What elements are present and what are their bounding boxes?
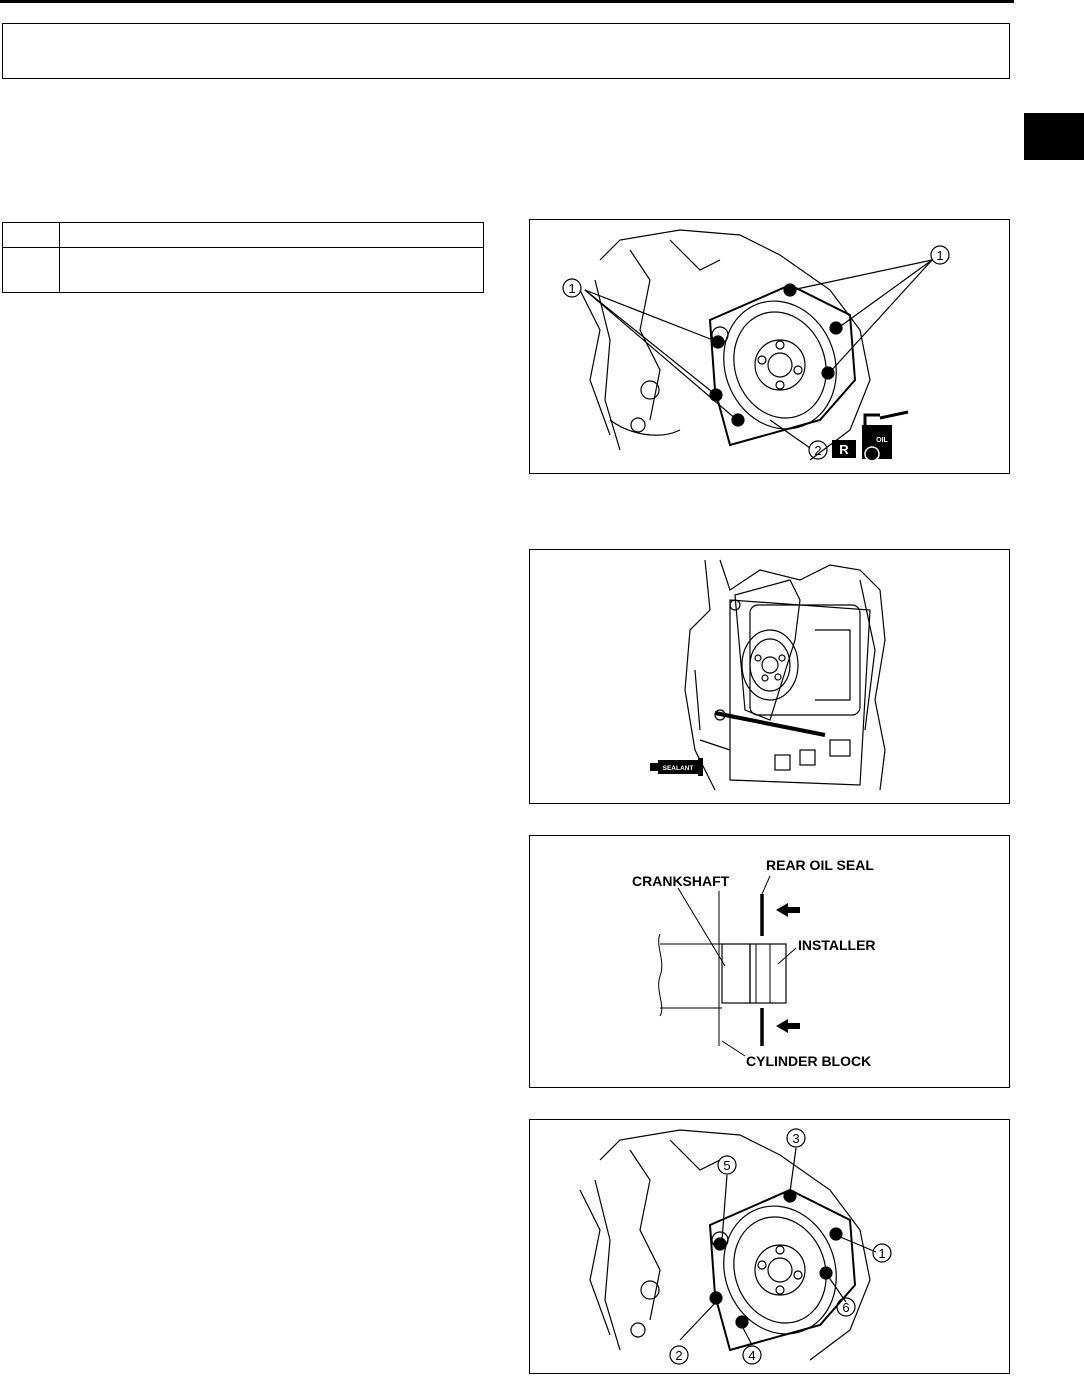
figure-sealant-application (529, 549, 1010, 804)
order-callout-4: 4 (748, 1348, 756, 1363)
replace-badge-label: R (839, 442, 849, 457)
oil-seal-diagram (530, 836, 1010, 1088)
oil-can-icon (862, 412, 908, 461)
sealant-label: SEALANT (662, 765, 694, 772)
order-callout-6: 6 (842, 1300, 850, 1315)
rear-cover-illustration (530, 220, 1010, 474)
table-cell (60, 248, 484, 293)
sealant-illustration (530, 550, 1010, 804)
sealant-tube-icon (650, 758, 703, 776)
arrow-left-icon (776, 1019, 800, 1033)
tightening-order-illustration (530, 1120, 1010, 1374)
cylinder-block-label: CYLINDER BLOCK (746, 1053, 872, 1069)
parts-table (2, 222, 484, 293)
section-index-tab (1024, 113, 1084, 160)
installer-label: INSTALLER (798, 937, 876, 953)
crankshaft-label: CRANKSHAFT (632, 873, 730, 889)
table-cell (3, 248, 60, 293)
callout-2: 2 (814, 443, 822, 458)
figure-oil-seal-installer (529, 835, 1010, 1088)
order-callout-5: 5 (723, 1158, 731, 1173)
oil-label: OIL (876, 437, 888, 444)
arrow-left-icon (776, 903, 800, 917)
table-row (3, 223, 484, 248)
table-cell (3, 223, 60, 248)
callout-1-left: 1 (568, 281, 576, 296)
page-top-rule (0, 0, 1014, 3)
table-cell (60, 223, 484, 248)
order-callout-1: 1 (878, 1246, 886, 1261)
figure-tightening-order (529, 1119, 1010, 1374)
section-header-box (2, 23, 1010, 79)
table-row (3, 248, 484, 293)
figure-rear-cover-removal (529, 219, 1010, 474)
order-callout-3: 3 (792, 1131, 800, 1146)
rear-oil-seal-label: REAR OIL SEAL (766, 857, 874, 873)
order-callout-2: 2 (675, 1348, 683, 1363)
callout-1-top: 1 (936, 248, 944, 263)
